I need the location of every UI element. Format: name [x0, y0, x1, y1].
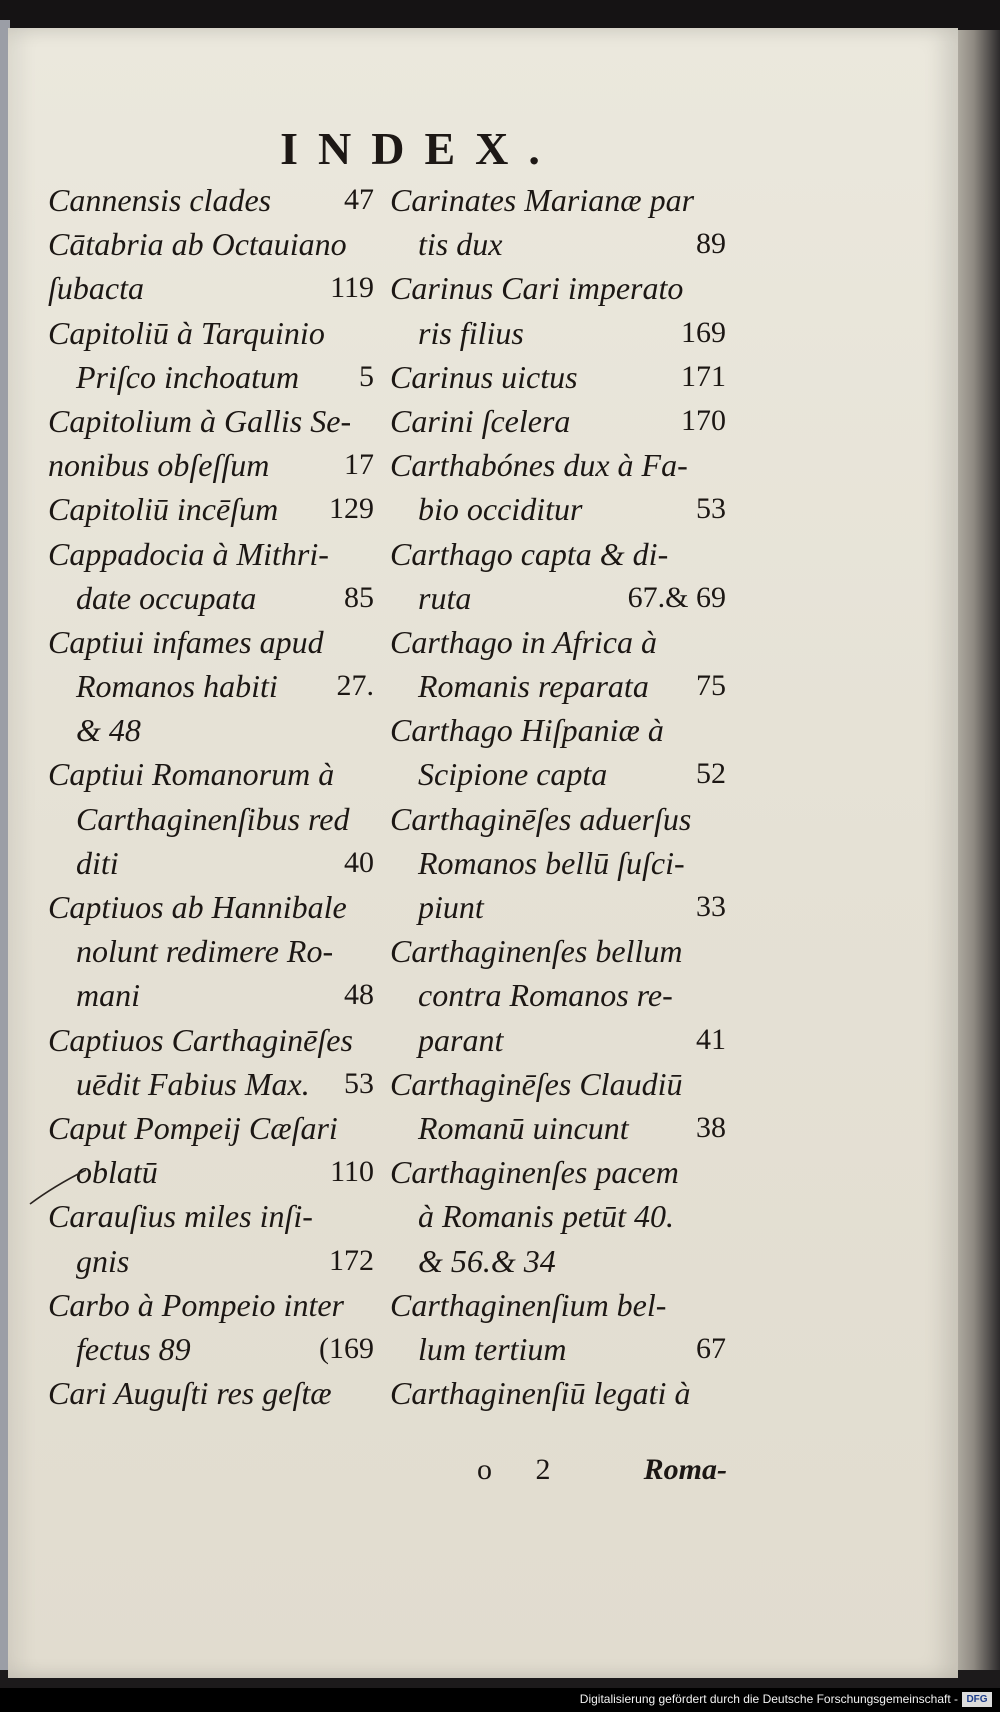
- entry-text: diti: [76, 844, 119, 881]
- page-reference: 41: [696, 1022, 726, 1056]
- index-column-left: [48, 178, 374, 1415]
- entry-text: Cari Auguſti res geſtæ: [48, 1375, 332, 1412]
- entry-text: Romanos habiti: [76, 668, 278, 705]
- index-entry-line: [48, 752, 374, 796]
- entry-text: Caput Pompeij Cæſari: [48, 1109, 338, 1146]
- index-entry-line: [48, 532, 374, 576]
- index-entry-line: [48, 708, 374, 752]
- index-entry-line: [390, 1239, 726, 1283]
- page-reference: 48: [344, 978, 374, 1012]
- page-catch-line: [477, 1453, 727, 1497]
- entry-text: mani: [76, 977, 140, 1014]
- index-entry-line: [390, 1371, 726, 1415]
- index-entry-line: [390, 1106, 726, 1150]
- index-entry-line: [48, 1283, 374, 1327]
- entry-text: Carthaginenſibus red: [76, 800, 350, 837]
- entry-text: date occupata: [76, 579, 257, 616]
- catchword: Roma-: [643, 1453, 727, 1486]
- index-entry-line: [48, 576, 374, 620]
- index-entry-line: [48, 222, 374, 266]
- index-entry-line: [48, 311, 374, 355]
- entry-text: nonibus obſeſſum: [48, 447, 270, 484]
- index-entry-line: [48, 487, 374, 531]
- index-entry-line: [390, 443, 726, 487]
- entry-text: Captiui infames apud: [48, 623, 324, 660]
- page-reference: (169: [319, 1331, 374, 1365]
- index-entry-line: [48, 1018, 374, 1062]
- entry-text: uēdit Fabius Max.: [76, 1065, 310, 1102]
- entry-text: Carthago capta & di-: [390, 535, 669, 572]
- page-reference: 89: [696, 227, 726, 261]
- index-entry-line: [390, 1062, 726, 1106]
- index-entry-line: [48, 620, 374, 664]
- index-entry-line: [390, 885, 726, 929]
- page-reference: 170: [681, 403, 726, 437]
- entry-text: Carthabónes dux à Fa-: [390, 447, 688, 484]
- entry-text: Captiuos ab Hannibale: [48, 889, 347, 925]
- entry-text: lum tertium: [418, 1330, 567, 1367]
- index-entry-line: [48, 929, 374, 973]
- scan-background-top: [0, 0, 1000, 30]
- index-entry-line: [48, 266, 374, 310]
- index-entry-line: [390, 752, 726, 796]
- scan-right-edge: [952, 30, 1000, 1670]
- entry-text: Carthaginēſes aduerſus: [390, 800, 692, 837]
- page-reference: 119: [330, 271, 374, 305]
- index-entry-line: [390, 222, 726, 266]
- entry-text: Scipione capta: [418, 756, 608, 793]
- entry-text: bio occiditur: [418, 491, 583, 528]
- index-entry-line: [48, 1239, 374, 1283]
- entry-text: Cannensis clades: [48, 182, 272, 218]
- footer-credit-text: Digitalisierung gefördert durch die Deutsche Forschungsgemeinschaft -: [579, 1692, 958, 1706]
- entry-text: Priſco inchoatum: [76, 358, 300, 395]
- index-entry-line: [390, 1194, 726, 1238]
- entry-text: Carinus uictus: [390, 358, 578, 395]
- entry-text: oblatū: [76, 1154, 158, 1191]
- page-header: INDEX.: [280, 123, 560, 174]
- entry-text: Cātabria ab Octauiano: [48, 226, 347, 263]
- index-entry-line: [48, 1062, 374, 1106]
- entry-text: Carthaginēſes Claudiū: [390, 1065, 683, 1102]
- index-entry-line: [390, 708, 726, 752]
- page-reference: 40: [344, 845, 374, 879]
- dfg-logo-icon: DFG: [962, 1692, 992, 1707]
- page-reference: 75: [696, 669, 726, 703]
- index-entry-line: [390, 1018, 726, 1062]
- index-entry-line: [390, 973, 726, 1017]
- entry-text: Carinus Cari imperato: [390, 270, 684, 307]
- index-entry-line: [48, 973, 374, 1017]
- entry-text: & 56.& 34: [418, 1242, 556, 1279]
- entry-text: à Romanis petūt 40.: [418, 1198, 674, 1235]
- index-entry-line: [48, 1327, 374, 1371]
- entry-text: Capitolium à Gallis Se-: [48, 402, 352, 439]
- index-entry-line: [390, 311, 726, 355]
- page-reference: 47: [344, 183, 374, 216]
- entry-text: contra Romanos re-: [418, 977, 673, 1014]
- entry-text: Carthaginenſes bellum: [390, 933, 683, 970]
- page-reference: 38: [696, 1110, 726, 1144]
- index-entry-line: [390, 576, 726, 620]
- page-reference: 5: [359, 359, 374, 393]
- entry-text: Capitoliū incēſum: [48, 491, 279, 528]
- index-entry-line: [48, 1150, 374, 1194]
- entry-text: ruta: [418, 579, 472, 616]
- page-reference: 110: [330, 1155, 374, 1189]
- index-entry-line: [390, 266, 726, 310]
- index-entry-line: [390, 1283, 726, 1327]
- index-entry-line: [390, 178, 726, 222]
- index-entry-line: [390, 929, 726, 973]
- index-column-right: [390, 178, 726, 1415]
- page-reference: 27.: [336, 669, 374, 703]
- page-reference: 53: [344, 1066, 374, 1100]
- entry-text: Carini ſcelera: [390, 402, 571, 439]
- index-entry-line: [48, 885, 374, 929]
- entry-text: Capitoliū à Tarquinio: [48, 314, 325, 351]
- index-entry-line: [390, 532, 726, 576]
- entry-text: Romanū uincunt: [418, 1109, 629, 1146]
- entry-text: Carbo à Pompeio inter: [48, 1286, 344, 1323]
- page-reference: 171: [681, 359, 726, 393]
- entry-text: nolunt redimere Ro-: [76, 933, 334, 970]
- page-reference: 52: [696, 757, 726, 791]
- entry-text: piunt: [418, 889, 484, 925]
- entry-text: Carauſius miles inſi-: [48, 1198, 313, 1235]
- entry-text: Carthago Hiſpaniæ à: [390, 712, 664, 749]
- index-entry-line: [48, 1106, 374, 1150]
- entry-text: Carthago in Africa à: [390, 623, 657, 660]
- entry-text: tis dux: [418, 226, 503, 263]
- index-entry-line: [48, 664, 374, 708]
- entry-text: Carthaginenſium bel-: [390, 1286, 667, 1323]
- page-reference: 17: [344, 448, 374, 482]
- entry-text: Romanis reparata: [418, 668, 649, 705]
- index-entry-line: [48, 841, 374, 885]
- entry-text: Captiuos Carthaginēſes: [48, 1021, 353, 1058]
- entry-text: ris filius: [418, 314, 524, 351]
- index-entry-line: [390, 664, 726, 708]
- page-reference: 33: [696, 890, 726, 923]
- page-reference: 169: [681, 315, 726, 349]
- entry-text: Captiui Romanorum à: [48, 756, 335, 793]
- entry-text: Romanos bellū ſuſci-: [418, 844, 685, 881]
- entry-text: gnis: [76, 1242, 130, 1279]
- index-entry-line: [390, 487, 726, 531]
- entry-text: ſubacta: [48, 270, 144, 307]
- index-entry-line: [390, 841, 726, 885]
- index-entry-line: [390, 355, 726, 399]
- page-reference: 129: [329, 492, 374, 526]
- index-entry-line: [48, 178, 374, 222]
- index-entry-line: [48, 399, 374, 443]
- entry-text: Carinates Marianæ par: [390, 182, 695, 218]
- pen-mark-stroke: [28, 1168, 88, 1208]
- index-entry-line: [48, 1194, 374, 1238]
- index-entry-line: [48, 443, 374, 487]
- index-entry-line: [390, 620, 726, 664]
- index-entry-line: [390, 797, 726, 841]
- entry-text: Carthaginenſiū legati à: [390, 1375, 691, 1412]
- index-entry-line: [390, 1327, 726, 1371]
- index-entry-line: [48, 1371, 374, 1415]
- entry-text: Cappadocia à Mithri-: [48, 535, 329, 572]
- page-reference: 67: [696, 1331, 726, 1365]
- entry-text: parant: [418, 1021, 504, 1058]
- entry-text: fectus 89: [76, 1330, 191, 1367]
- index-entry-line: [48, 355, 374, 399]
- entry-text: & 48: [76, 712, 141, 749]
- index-entry-line: [48, 797, 374, 841]
- signature-mark: o 2: [477, 1453, 569, 1486]
- page-reference: 67.& 69: [627, 580, 726, 614]
- index-entry-line: [390, 399, 726, 443]
- page-reference: 172: [329, 1243, 374, 1277]
- page-reference: 53: [696, 492, 726, 526]
- page-reference: 85: [344, 580, 374, 614]
- entry-text: Carthaginenſes pacem: [390, 1154, 679, 1191]
- index-entry-line: [390, 1150, 726, 1194]
